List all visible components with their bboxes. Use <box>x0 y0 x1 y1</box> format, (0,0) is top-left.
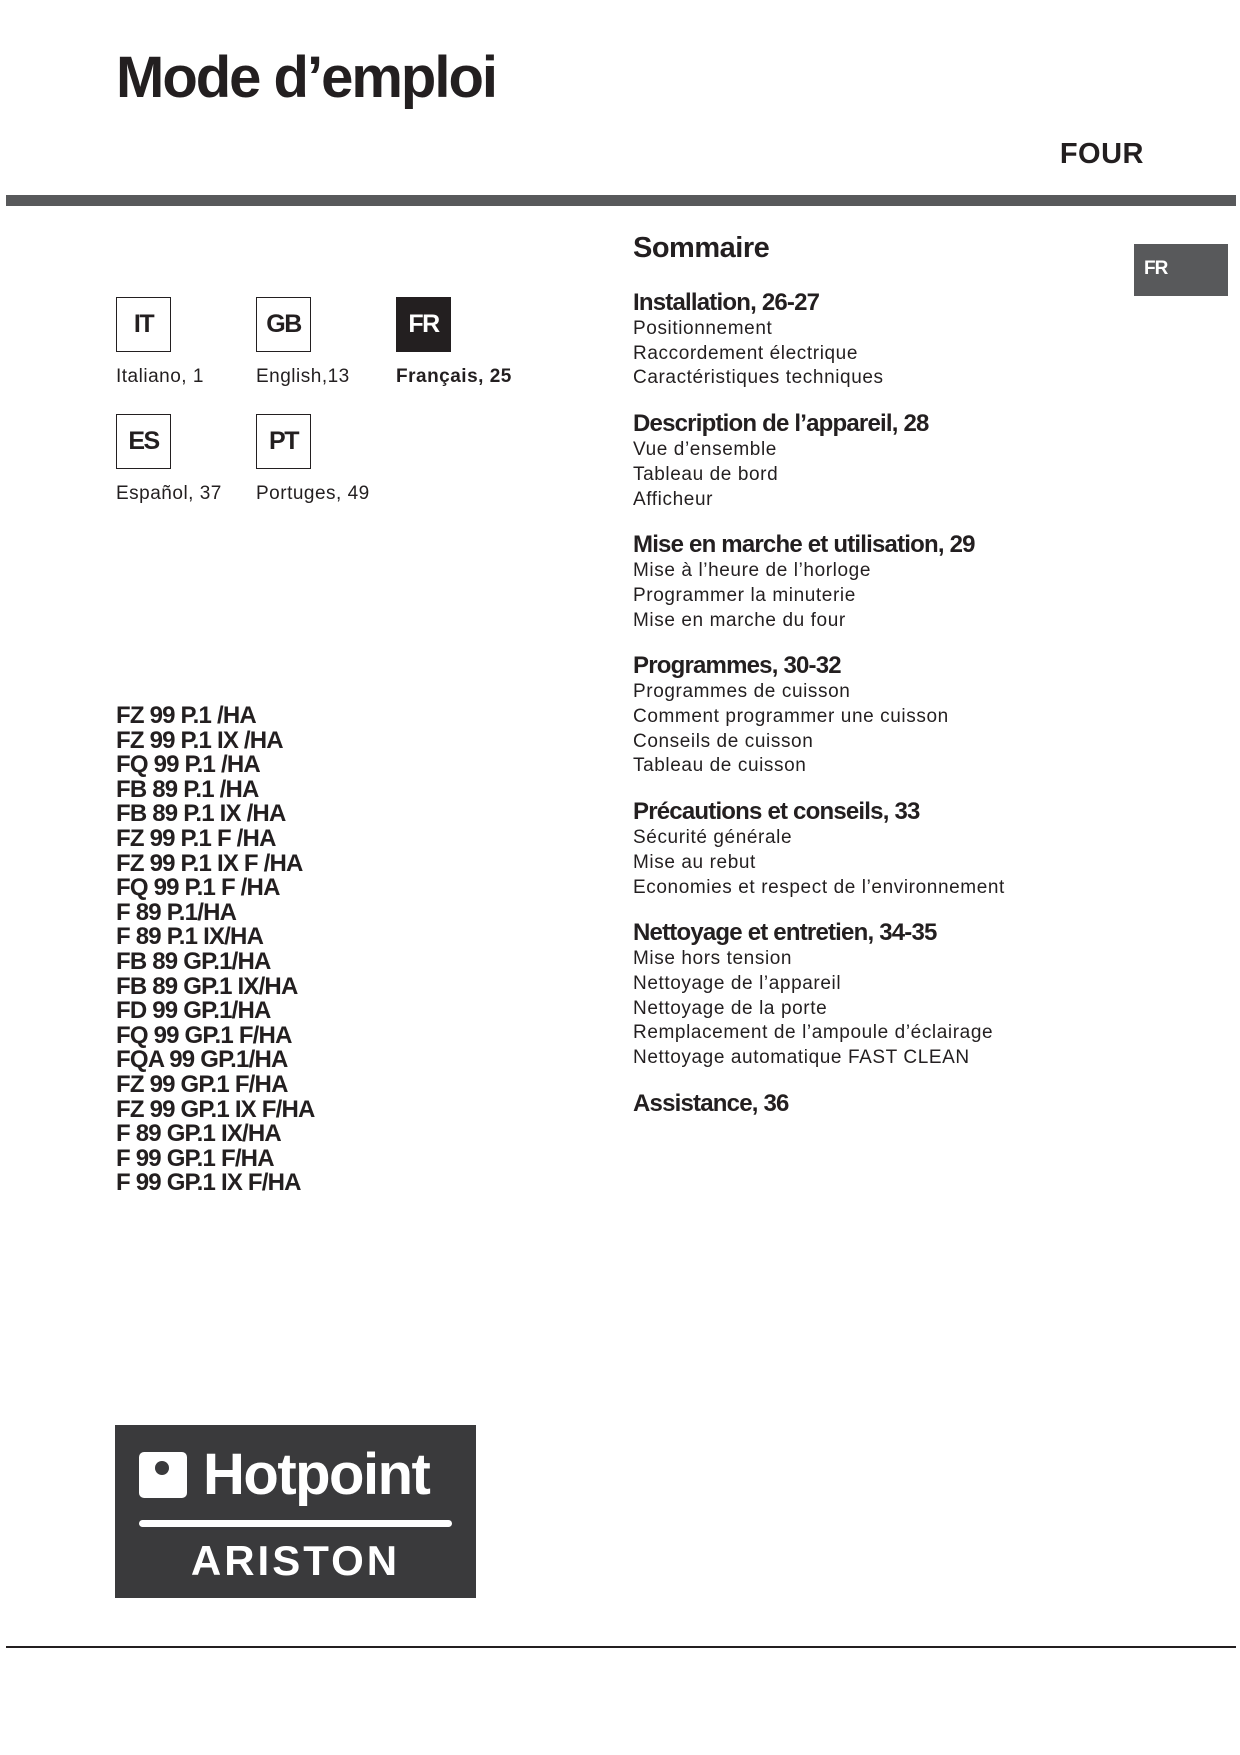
table-of-contents <box>633 232 1113 1137</box>
toc-item[interactable]: Sécurité générale <box>633 827 793 849</box>
brand-mark-icon <box>139 1452 187 1498</box>
toc-heading[interactable]: Programmes, 30-32 <box>633 652 841 680</box>
toc-item[interactable]: Vue d’ensemble <box>633 439 777 461</box>
model-item: F 89 GP.1 IX/HA <box>116 1120 281 1148</box>
toc-heading[interactable]: Installation, 26-27 <box>633 289 820 316</box>
language-code-box: GB <box>256 297 311 352</box>
toc-heading[interactable]: Description de l’appareil, 28 <box>633 410 929 438</box>
toc-item[interactable]: Conseils de cuisson <box>633 730 814 752</box>
model-item: FZ 99 GP.1 F/HA <box>116 1070 288 1098</box>
toc-item[interactable]: Programmes de cuisson <box>633 681 851 703</box>
model-item: FQ 99 P.1 /HA <box>116 751 260 779</box>
language-code-box: PT <box>256 414 311 469</box>
toc-section-assistance <box>633 1090 1113 1118</box>
toc-section-precautions <box>633 798 1113 900</box>
language-label: Portuges, 49 <box>256 483 370 504</box>
toc-item[interactable]: Tableau de bord <box>633 463 779 485</box>
toc-item[interactable]: Mise au rebut <box>633 851 756 873</box>
toc-section-mise-en-marche <box>633 531 1113 633</box>
toc-item[interactable]: Caractéristiques techniques <box>633 367 884 389</box>
language-label: Español, 37 <box>116 483 222 504</box>
hotpoint-ariston-logo <box>115 1425 476 1598</box>
toc-item[interactable]: Nettoyage de l’appareil <box>633 972 842 994</box>
model-item: FZ 99 P.1 F /HA <box>116 824 276 852</box>
footer-divider <box>6 1646 1236 1648</box>
toc-item[interactable]: Nettoyage automatique FAST CLEAN <box>633 1047 970 1069</box>
toc-section-programmes <box>633 652 1113 779</box>
model-item: FB 89 P.1 /HA <box>116 775 259 803</box>
toc-heading[interactable]: Nettoyage et entretien, 34-35 <box>633 919 937 947</box>
toc-item[interactable]: Economies et respect de l’environnement <box>633 876 1005 898</box>
model-item: FQ 99 P.1 F /HA <box>116 874 280 902</box>
toc-heading[interactable]: Précautions et conseils, 33 <box>633 798 920 826</box>
toc-heading[interactable]: Assistance, 36 <box>633 1089 789 1117</box>
toc-section-description <box>633 410 1113 512</box>
language-option-pt[interactable] <box>256 414 426 505</box>
toc-item[interactable]: Positionnement <box>633 318 773 339</box>
language-label: Français, 25 <box>396 366 512 387</box>
model-item: FB 89 GP.1 IX/HA <box>116 972 298 1000</box>
toc-heading[interactable]: Mise en marche et utilisation, 29 <box>633 531 975 559</box>
model-item: FZ 99 P.1 IX F /HA <box>116 849 303 877</box>
language-option-fr[interactable] <box>396 297 566 388</box>
model-item: F 89 P.1 IX/HA <box>116 923 264 951</box>
model-item: FD 99 GP.1/HA <box>116 997 271 1025</box>
toc-item[interactable]: Tableau de cuisson <box>633 755 807 777</box>
model-item: FQ 99 GP.1 F/HA <box>116 1021 292 1049</box>
toc-item[interactable]: Mise hors tension <box>633 948 793 970</box>
logo-sub-text: ARISTON <box>190 1537 401 1584</box>
toc-item[interactable]: Nettoyage de la porte <box>633 997 828 1019</box>
model-item: FZ 99 P.1 /HA <box>116 702 256 729</box>
language-label: English,13 <box>256 366 350 387</box>
page-title: Mode d’emploi <box>116 45 496 110</box>
toc-item[interactable]: Programmer la minuterie <box>633 584 856 606</box>
language-code-box: FR <box>396 297 451 352</box>
toc-title: Sommaire <box>633 232 770 264</box>
toc-item[interactable]: Mise à l’heure de l’horloge <box>633 560 871 582</box>
model-item: F 89 P.1/HA <box>116 898 237 926</box>
language-code-box: IT <box>116 297 171 352</box>
toc-item[interactable]: Afficheur <box>633 488 714 510</box>
toc-section-nettoyage <box>633 919 1113 1071</box>
toc-item[interactable]: Mise en marche du four <box>633 609 846 631</box>
language-label: Italiano, 1 <box>116 366 204 387</box>
model-item: FQA 99 GP.1/HA <box>116 1046 288 1074</box>
header-divider <box>6 195 1236 206</box>
language-code-box: ES <box>116 414 171 469</box>
model-item: FZ 99 GP.1 IX F/HA <box>116 1095 315 1123</box>
toc-section-installation <box>633 289 1113 391</box>
toc-item[interactable]: Raccordement électrique <box>633 342 859 364</box>
model-item: F 99 GP.1 F/HA <box>116 1144 274 1172</box>
model-item: FZ 99 P.1 IX /HA <box>116 726 283 754</box>
logo-divider <box>139 1520 452 1527</box>
language-side-tab: FR <box>1134 244 1228 296</box>
model-item: F 99 GP.1 IX F/HA <box>116 1169 301 1197</box>
model-list <box>116 704 315 1196</box>
model-item: FB 89 GP.1/HA <box>116 947 271 975</box>
product-type: FOUR <box>1059 138 1144 170</box>
model-item: FB 89 P.1 IX /HA <box>116 800 286 828</box>
logo-brand-text: Hotpoint <box>203 1442 430 1507</box>
toc-item[interactable]: Comment programmer une cuisson <box>633 706 949 728</box>
toc-item[interactable]: Remplacement de l’ampoule d’éclairage <box>633 1022 994 1044</box>
